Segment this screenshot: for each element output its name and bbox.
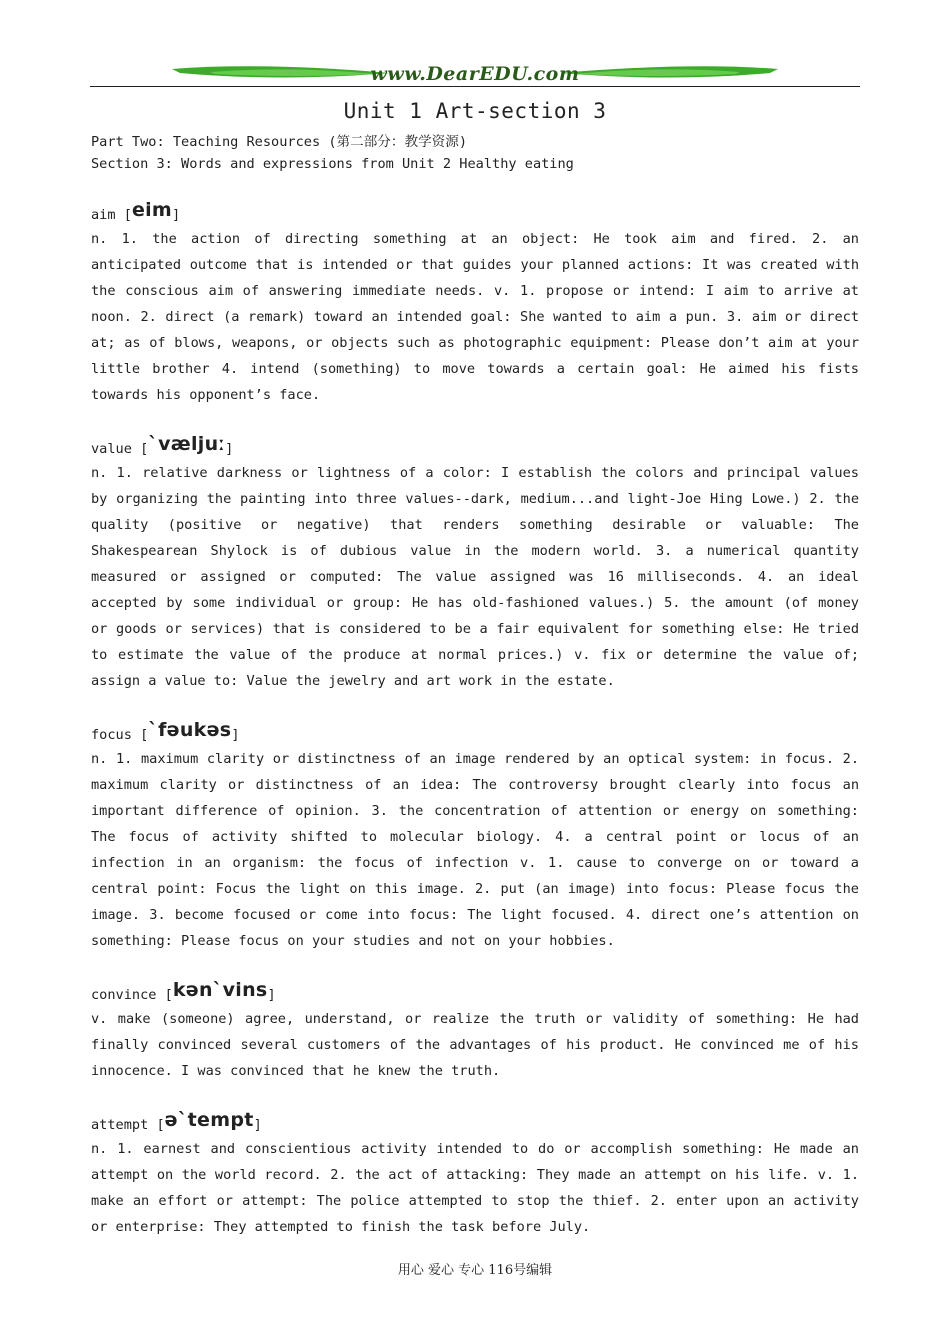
headword: attempt [91, 1117, 149, 1133]
headword: value [91, 441, 132, 457]
headword-line: focus [ˋfəukəs] [91, 719, 240, 743]
site-brand-logo: www.DearEDU.com [370, 63, 580, 85]
headword-line: attempt [əˋtempt] [91, 1109, 262, 1133]
phonetic: əˋtempt [164, 1109, 254, 1131]
phonetic: kənˋvins [172, 979, 268, 1001]
definition: v. make (someone) agree, understand, or realize the truth or validity of something: He had finally convinced several customers of the advantages of his product. He convinced me of his innocence. I was convinced that he knew the truth. [91, 1011, 859, 1079]
definition: n. 1. maximum clarity or distinctness of an image rendered by an optical system: in focus. 2. maximum clarity or distinctness of an idea: The controversy brought clearly into focus an important difference of opinion. 3. the concentration of attention or energy on something: The focus of activity shifted to molecular biology. 4. a central point or locus of an infection in an organism: the focus of infection v. 1. cause to converge on or toward a central point: Focus the light on this image. 2. put (an image) into focus: Please focus the image. 3. become focused or come into focus: The light focused. 4. direct one’s attention on something: Please focus on your studies and not on your hobbies. [91, 751, 859, 949]
phonetic: eim [131, 199, 173, 221]
headword: aim [91, 207, 116, 223]
headword-line: convince [kənˋvins] [91, 979, 276, 1003]
part-line: Part Two: Teaching Resources (第二部分：教学资源) [91, 134, 468, 150]
header-rule [90, 86, 860, 87]
headword-line: value [ˋvæljuː] [91, 433, 234, 457]
page-title: Unit 1 Art-section 3 [343, 99, 607, 123]
vocab-entry-aim [91, 200, 859, 408]
vocab-entry-convince [91, 980, 859, 1084]
definition: n. 1. earnest and conscientious activity intended to do or accomplish something: He made an attempt on the world record. 2. the act of attacking: They made an attempt on his life. v. 1. make an effort or attempt: The police attempted to stop the thief. 2. enter upon an activity or enterprise: They attempted to finish the task before July. [91, 1141, 859, 1235]
vocab-entry-value [91, 434, 859, 694]
definition: n. 1. relative darkness or lightness of a color: I establish the colors and principal values by organizing the painting into three values--dark, medium...and light-Joe Hing Lowe.) 2. the quality (positive or negative) that renders something desirable or valuable: The Shakespearean Shylock is of dubious value in the modern world. 3. a numerical quantity measured or assigned or computed: The value assigned was 16 milliseconds. 4. an ideal accepted by some individual or group: He has old-fashioned values.) 5. the amount (of money or goods or services) that is considered to be a fair equivalent for something else: He tried to estimate the value of the produce at normal prices.) v. fix or determine the value of; assign a value to: Value the jewelry and art work in the estate. [91, 465, 859, 689]
headword-line: aim [eim] [91, 199, 181, 223]
vocab-entry-attempt [91, 1110, 859, 1240]
headword: focus [91, 727, 132, 743]
vocab-entry-focus [91, 720, 859, 954]
section-line: Section 3: Words and expressions from Unit 2 Healthy eating [91, 156, 574, 172]
page-footer: 用心 爱心 专心 116号编辑 [397, 1263, 553, 1278]
phonetic: ˋvæljuː [148, 433, 226, 455]
definition: n. 1. the action of directing something at an object: He took aim and fired. 2. an anticipated outcome that is intended or that guides your planned actions: It was created with the conscious aim of answering immediate needs. v. 1. propose or intend: I aim to arrive at noon. 2. direct (a remark) toward an intended goal: She wanted to aim a pun. 3. aim or direct at; as of blows, weapons, or objects such as photographic equipment: Please don’t aim at your little brother 4. intend (something) to move towards a certain goal: He aimed his fists towards his opponent’s face. [91, 231, 859, 403]
phonetic: ˋfəukəs [148, 719, 232, 741]
headword: convince [91, 987, 157, 1003]
